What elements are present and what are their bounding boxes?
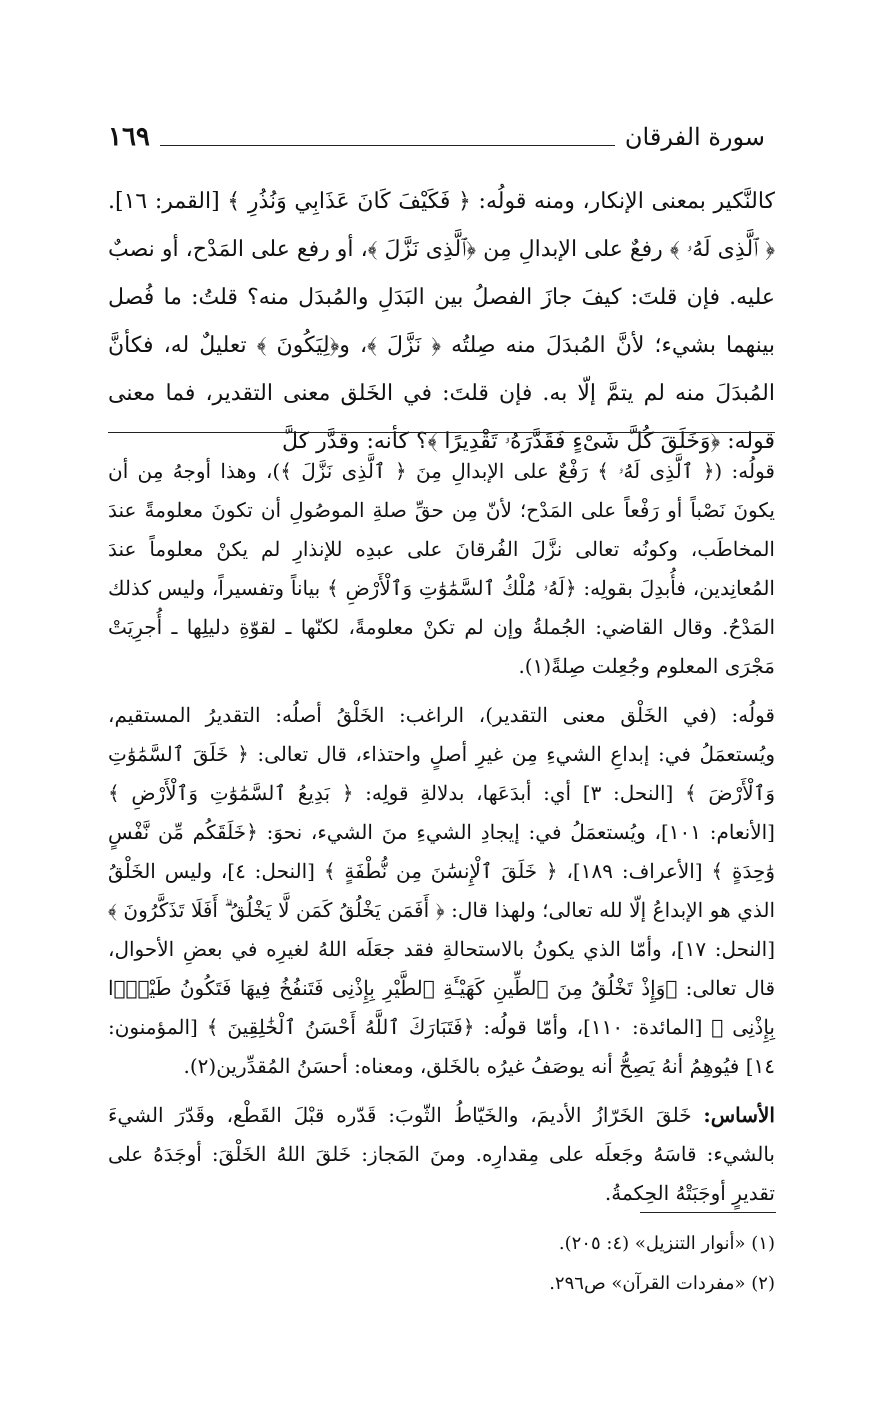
header-rule: [160, 145, 615, 146]
commentary-paragraph-3: [108, 1096, 775, 1213]
commentary-paragraph-2: قولُه: (في الخَلْق معنى التقدير)، الراغب: الخَلْقُ أصلُه: التقديرُ المستقيم، ويُستعمَلُ في: إبداعِ الشيءِ مِن غيرِ أصلٍ واحتذاء، قال تعالى: ﴿ خَلَقَ ٱلسَّمَٰوَٰتِ وَٱلْأَرْضَ ﴾ [النحل: ٣] أي: أبدَعَها، بدلالةِ قولِه: ﴿ بَدِيعُ ٱلسَّمَٰوَٰتِ وَٱلْأَرْضِ ﴾ [الأنعام: ١٠١]، ويُستعمَلُ في: إيجادِ الشيءِ منَ الشيء، نحوَ: ﴿خَلَقَكُم مِّن نَّفْسٍ وَٰحِدَةٍ ﴾ [الأعراف: ١٨٩]، ﴿ خَلَقَ ٱلْإِنسَٰنَ مِن نُّطْفَةٍ ﴾ [النحل: ٤]، وليس الخَلْقُ الذي هو الإبداعُ إلّا لله تعالى؛ ولهذا قال: ﴿ أَفَمَن يَخْلُقُ كَمَن لَّا يَخْلُقُ ۗ أَفَلَا تَذَكَّرُونَ ﴾ [النحل: ١٧]، وأمّا الذي يكونُ بالاستحالةِ فقد جعَلَه اللهُ لغيرِه في بعضِ الأحوال، قال تعالى: ﴿وَإِذْ تَخْلُقُ مِنَ ٱلطِّينِ كَهَيْـَٔةِ ٱلطَّيْرِ بِإِذْنِى فَتَنفُخُ فِيهَا فَتَكُونُ طَيْرًۢا بِإِذْنِى ﴾ [المائدة: ١١٠]، وأمّا قولُه: ﴿فَتَبَارَكَ ٱللَّهُ أَحْسَنُ ٱلْخَٰلِقِينَ ﴾ [المؤمنون: ١٤] فيُوهِمُ أنهُ يَصِحُّ أنه يوصَفُ غيرُه بالخَلق، ومعناه: أحسَنُ المُقدِّرين(٢).: [108, 703, 776, 1078]
footnotes: [108, 1230, 775, 1310]
section-divider: [108, 432, 775, 433]
surah-title: سورة الفرقان: [624, 123, 765, 151]
commentary: [108, 452, 775, 1223]
main-text: كالنَّكير بمعنى الإنكار، ومنه قولُه: ﴿ فَكَيْفَ كَانَ عَذَابِي وَنُذُرِ ﴾ [القمر: ١٦]. ﴿ ٱلَّذِى لَهُۥ ﴾ رفعٌ على الإبدالِ مِن ﴿ٱلَّذِى نَزَّلَ ﴾، أو رفع على المَدْح، أو نصبٌ عليه. فإن قلتَ: كيفَ جازَ الفصلُ بين البَدَلِ والمُبدَل منه؟ قلتُ: ما فُصل بينهما بشيء؛ لأنَّ المُبدَلَ منه صِلتُه ﴿ نَزَّلَ ﴾، و﴿لِيَكُونَ ﴾ تعليلٌ له، فكأنَّ المُبدَلَ منه لم يتمَّ إلّا به. فإن قلتَ: في الخَلق معنى التقدير، فما معنى قوله: ﴿وَخَلَقَ كُلَّ شَىْءٍ فَقَدَّرَهُۥ تَقْدِيرًا ﴾؟ كأنه: وقدَّر كلَّ: [108, 189, 775, 454]
footnote-2: (٢) «مفردات القرآن» ص٢٩٦.: [549, 1273, 775, 1294]
page-header: [108, 118, 765, 152]
footnote-divider: [640, 1212, 776, 1213]
footnote-1: (١) «أنوار التنزيل» (٤: ٢٠٥).: [558, 1233, 775, 1254]
commentary-paragraph-1: قولُه: (﴿ ٱلَّذِى لَهُۥ ﴾ رَفْعٌ على الإبدالِ مِنَ ﴿ ٱلَّذِى نَزَّلَ ﴾)، وهذا أوجهُ مِن أن يكونَ نَصْباً أو رَفْعاً على المَدْح؛ لأنّ مِن حقِّ صلةِ الموصُولِ أن تكونَ معلومةً عندَ المخاطَب، وكونُه تعالى نزَّلَ الفُرقانَ على عبدِه للإنذارِ لم يكنْ معلوماً عندَ المُعانِدين، فأُبدِلَ بقولِه: ﴿لَهُۥ مُلْكُ ٱلسَّمَٰوَٰتِ وَٱلْأَرْضِ ﴾ بياناً وتفسيراً، وليس كذلك المَدْحُ. وقال القاضي: الجُملةُ وإن لم تكنْ معلومةً، لكنّها ـ لقوّةِ دليلِها ـ أُجرِيَتْ مَجْرَى المعلوم وجُعِلت صِلةً(١).: [108, 459, 776, 678]
asas-label: الأساس:: [703, 1103, 775, 1127]
page-number: ١٦٩: [108, 122, 150, 152]
asas-text: خَلقَ الخَرّازُ الأديمَ، والخَيّاطُ الثّوبَ: قَدّره قبْلَ القَطْع، وقَدّرَ الشيءَ بالشيء: قاسَهُ وجَعلَه على مِقدارِه. ومنَ المَجاز: خَلقَ اللهُ الخَلْقَ: أوجَدَهُ على تقديرٍ أوجَبَتْهُ الحِكمةُ.: [108, 1103, 775, 1205]
